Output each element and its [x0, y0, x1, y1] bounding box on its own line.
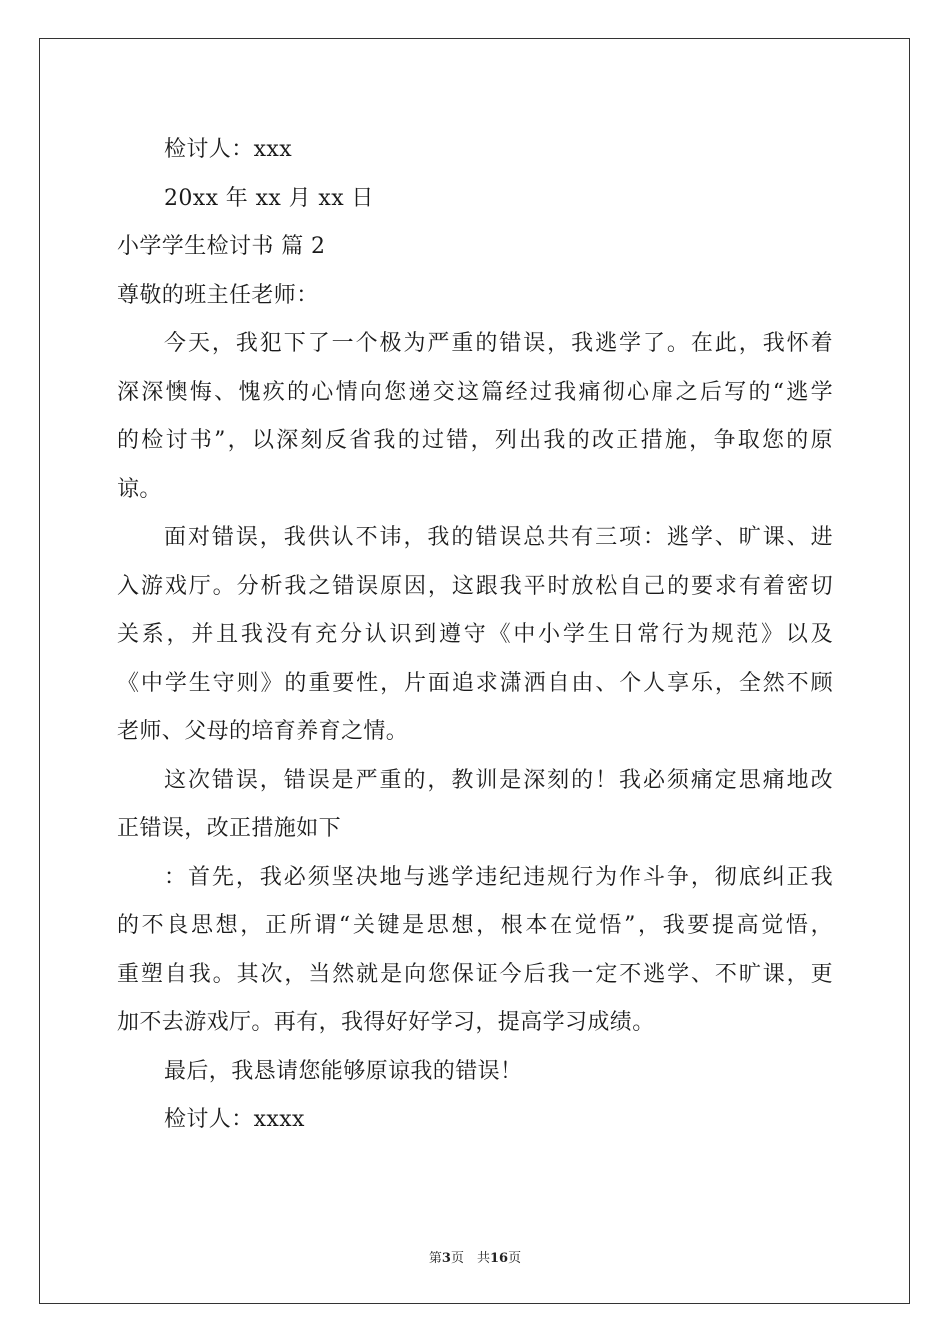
- reviewer-line: 检讨人：xxx: [164, 137, 293, 162]
- paragraph-line: 的检讨书”，以深刻反省我的过错，列出我的改正措施，争取您的原: [117, 428, 833, 453]
- signature-line: 检讨人：xxxx: [164, 1107, 305, 1132]
- paragraph-line: ：首先，我必须坚决地与逃学违纪违规行为作斗争，彻底纠正我: [164, 864, 833, 890]
- date-line: 20xx 年 xx 月 xx 日: [164, 185, 374, 211]
- page-total: 16: [489, 1251, 509, 1266]
- document-body: [117, 126, 833, 1145]
- paragraph-line: 的不良思想，正所谓“关键是思想，根本在觉悟”，我要提高觉悟，: [117, 913, 833, 938]
- paragraph-line: 《中学生守则》的重要性，片面追求潇洒自由、个人享乐，全然不顾: [117, 670, 833, 696]
- paragraph-line: 正错误，改正措施如下: [117, 816, 342, 841]
- paragraph-line: 这次错误，错误是严重的，教训是深刻的！我必须痛定思痛地改: [164, 767, 833, 793]
- salutation: 尊敬的班主任老师：: [117, 282, 319, 308]
- paragraph-line: 谅。: [117, 476, 162, 502]
- page-prefix: 第: [428, 1251, 442, 1266]
- paragraph-line: 加不去游戏厅。再有，我得好好学习，提高学习成绩。: [117, 1010, 655, 1035]
- paragraph-line: 重塑自我。其次，当然就是向您保证今后我一定不逃学、不旷课，更: [117, 961, 833, 987]
- page-mid: 页 共: [450, 1251, 490, 1266]
- paragraph-line: 关系，并且我没有充分认识到遵守《中小学生日常行为规范》以及: [117, 622, 833, 647]
- page-suffix: 页: [508, 1251, 522, 1266]
- closing-line: 最后，我恳请您能够原谅我的错误！: [164, 1058, 523, 1084]
- paragraph-line: 入游戏厅。分析我之错误原因，这跟我平时放松自己的要求有着密切: [117, 573, 833, 599]
- paragraph-line: 深深懊悔、愧疚的心情向您递交这篇经过我痛彻心扉之后写的“逃学: [117, 379, 833, 405]
- paragraph-line: 面对错误，我供认不讳，我的错误总共有三项：逃学、旷课、进: [164, 525, 833, 550]
- paragraph-line: 今天，我犯下了一个极为严重的错误，我逃学了。在此，我怀着: [164, 331, 833, 356]
- page-current: 3: [441, 1251, 451, 1266]
- page-footer: [0, 1247, 950, 1266]
- paragraph-line: 老师、父母的培育养育之情。: [117, 719, 409, 744]
- section-title: 小学学生检讨书 篇 2: [117, 234, 326, 259]
